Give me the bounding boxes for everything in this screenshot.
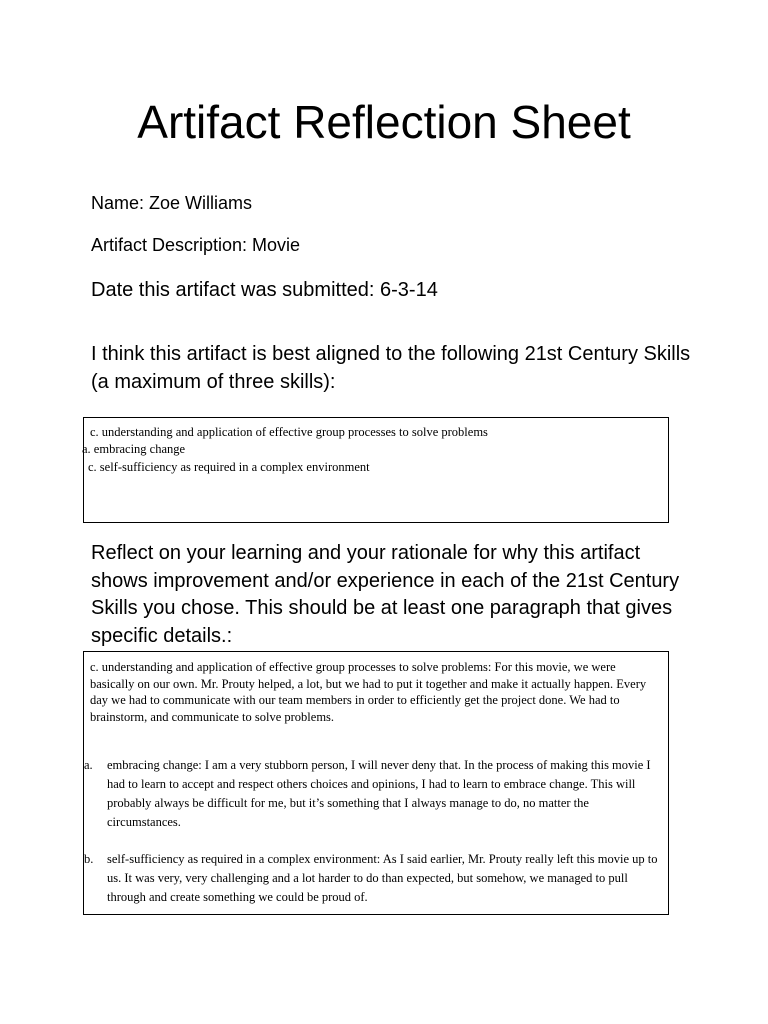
date-submitted-line: Date this artifact was submitted: 6-3-14 — [91, 279, 438, 301]
skill-line: a. embracing change — [82, 442, 186, 456]
page-title: Artifact Reflection Sheet — [137, 96, 631, 148]
skills-prompt: I think this artifact is best aligned to the following 21st Century Skills (a maximum of three skills): — [91, 343, 691, 393]
artifact-description-line: Artifact Description: Movie — [91, 235, 301, 255]
list-marker: b. — [84, 852, 94, 866]
list-marker: a. — [84, 758, 93, 772]
name-line: Name: Zoe Williams — [91, 193, 253, 213]
reflection-paragraph-c: c. understanding and application of effective group processes to solve problems: For this movie, we were basically on our own. Mr. Prouty helped, a lot, but we had to put it together and make it actually happen. Every day we had to communicate with our team members in order to efficiently get the project done. We had to brainstorm, and communicate to solve problems. — [90, 660, 647, 724]
reflection-item-b-text: self-sufficiency as required in a complex environment: As I said earlier, Mr. Prouty really left this movie up to us. It was very, very challenging and a lot harder to do than expected, but somehow, we managed to pull through and create something we could be proud of. — [107, 852, 658, 904]
skill-line: c. self-sufficiency as required in a complex environment — [88, 460, 370, 474]
skill-line: c. understanding and application of effective group processes to solve problems — [90, 425, 488, 439]
skills-box — [83, 417, 669, 523]
reflection-prompt: Reflect on your learning and your rationale for why this artifact shows improvement and/or experience in each of the 21st Century Skills you chose. This should be at least one paragraph that gives specific details.: — [91, 542, 680, 647]
reflection-box — [83, 651, 669, 915]
reflection-item-a-text: embracing change: I am a very stubborn person, I will never deny that. In the process of making this movie I had to learn to accept and respect others choices and opinions, I had to learn to embrace change. This will probably always be difficult for me, but it’s something that I always manage to do, no matter the circumstances. — [107, 758, 651, 829]
